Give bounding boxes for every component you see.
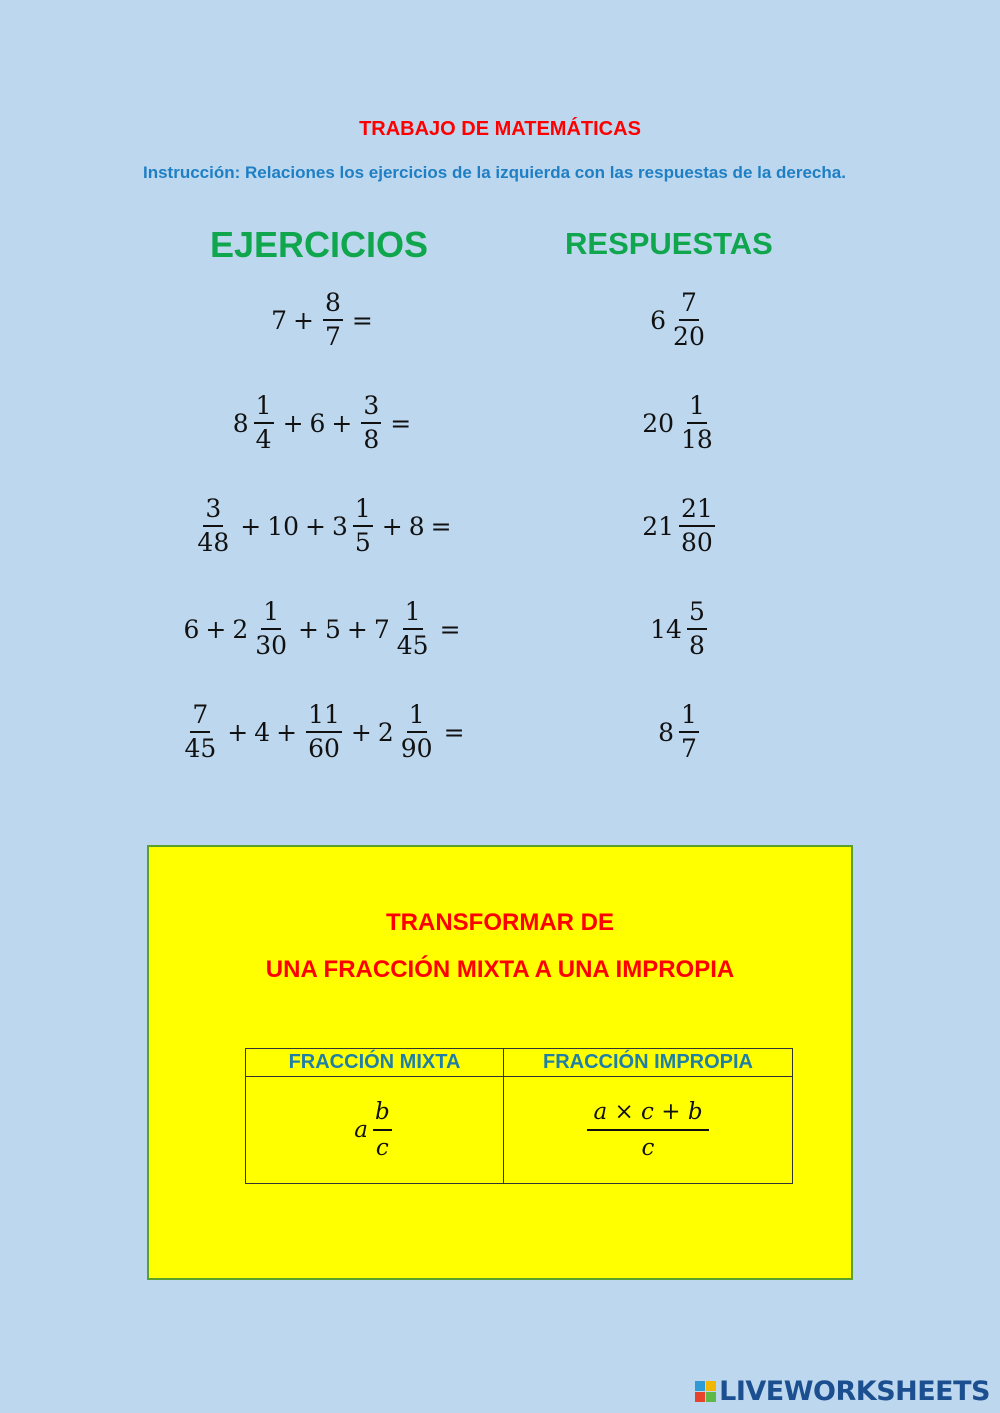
numerator: 11 [306,699,342,733]
numerator: 1 [407,699,427,733]
denominator: 80 [681,528,713,557]
fraction [306,699,342,765]
denominator: c [375,1135,389,1161]
term: 10 [267,511,299,541]
fraction [679,493,715,559]
fraction [353,493,373,559]
plus-sign: + [205,614,227,644]
plus-sign: + [381,511,403,541]
whole-part: 20 [642,408,674,438]
whole-variable: a [354,1117,368,1143]
conversion-box [147,845,853,1280]
answer-3[interactable] [560,493,800,559]
fraction [671,287,707,353]
equals-sign: = [430,511,452,541]
denominator: 18 [681,425,713,454]
denominator: 20 [673,322,705,351]
numerator: 1 [261,596,281,630]
numerator: 3 [203,493,223,527]
denominator: 7 [681,734,697,763]
plus-sign: + [350,717,372,747]
denominator: 48 [197,528,230,557]
fraction [399,699,435,765]
fraction [679,390,715,456]
numerator: 5 [687,596,707,630]
plus-sign: + [331,408,353,438]
box-title-line-2: UNA FRACCIÓN MIXTA A UNA IMPROPIA [265,956,735,983]
whole-part: 3 [331,511,348,541]
numerator: 7 [190,699,210,733]
liveworksheets-logo[interactable] [695,1376,990,1407]
equals-sign: = [390,408,412,438]
exercise-1[interactable] [0,287,650,353]
numerator: 7 [679,287,699,321]
fraction-conversion-table [245,1048,793,1184]
cell-mixed-formula [246,1077,504,1184]
term: 7 [271,305,288,335]
whole-part: 2 [377,717,394,747]
numerator: 1 [254,390,274,424]
plus-sign: + [240,511,262,541]
whole-part: 21 [642,511,674,541]
denominator: 30 [255,631,288,660]
fraction [195,493,231,559]
cell-improper-formula [504,1077,793,1184]
exercise-3[interactable] [0,493,650,559]
plus-sign: + [346,614,368,644]
answer-1[interactable] [560,287,800,353]
fraction [373,1095,392,1165]
term: 6 [183,614,200,644]
equals-sign: = [351,305,373,335]
term: 4 [254,717,271,747]
instruction-text: Instrucción: Relaciones los ejercicios de la izquierda con las respuestas de la derecha. [143,163,846,182]
plus-sign: + [305,511,326,541]
plus-sign: + [298,614,319,644]
plus-sign: + [293,305,314,335]
box-title-line-1: TRANSFORMAR DE [386,909,614,936]
exercise-5[interactable] [0,699,650,765]
numerator: a × c + b [587,1095,708,1131]
answer-4[interactable] [560,596,800,662]
numerator: b [373,1095,392,1131]
exercises-header: EJERCICIOS [210,224,429,265]
term: 8 [408,511,425,541]
term: 5 [325,614,341,644]
denominator: 60 [308,734,340,763]
denominator: 7 [325,322,341,351]
denominator: c [641,1135,655,1161]
whole-part: 7 [373,614,390,644]
numerator: 21 [679,493,715,527]
fraction [323,287,343,353]
whole-part: 8 [232,408,249,438]
numerator: 1 [687,390,707,424]
fraction [679,699,699,765]
whole-part: 14 [650,614,682,644]
denominator: 90 [400,734,433,763]
fraction [254,390,274,456]
plus-sign: + [227,717,249,747]
page-title: TRABAJO DE MATEMÁTICAS [359,118,641,140]
numerator: 1 [353,493,373,527]
fraction [182,699,218,765]
denominator: 4 [255,425,272,454]
exercise-2[interactable] [0,390,650,456]
plus-sign: + [282,408,304,438]
equals-sign: = [443,717,465,747]
denominator: 8 [688,631,705,660]
fraction [253,596,289,662]
answers-header: RESPUESTAS [565,226,773,261]
denominator: 5 [354,528,371,557]
denominator: 8 [363,425,380,454]
answer-2[interactable] [560,390,800,456]
answer-5[interactable] [560,699,800,765]
whole-part: 2 [232,614,249,644]
numerator: 3 [361,390,381,424]
whole-part: 6 [650,305,667,335]
fraction [587,1095,708,1165]
numerator: 1 [403,596,423,630]
exercise-4[interactable] [0,596,650,662]
logo-text: LIVEWORKSHEETS [719,1376,990,1407]
fraction [361,390,381,456]
numerator: 1 [679,699,699,733]
denominator: 45 [184,734,217,763]
header-improper-fraction: FRACCIÓN IMPROPIA [504,1049,793,1077]
denominator: 45 [396,631,429,660]
numerator: 8 [323,287,343,321]
whole-part: 8 [658,717,674,747]
equals-sign: = [439,614,461,644]
logo-mark-icon [695,1381,716,1402]
term: 6 [309,408,326,438]
plus-sign: + [276,717,298,747]
fraction [687,596,707,662]
fraction [395,596,431,662]
header-mixed-fraction: FRACCIÓN MIXTA [246,1049,504,1077]
